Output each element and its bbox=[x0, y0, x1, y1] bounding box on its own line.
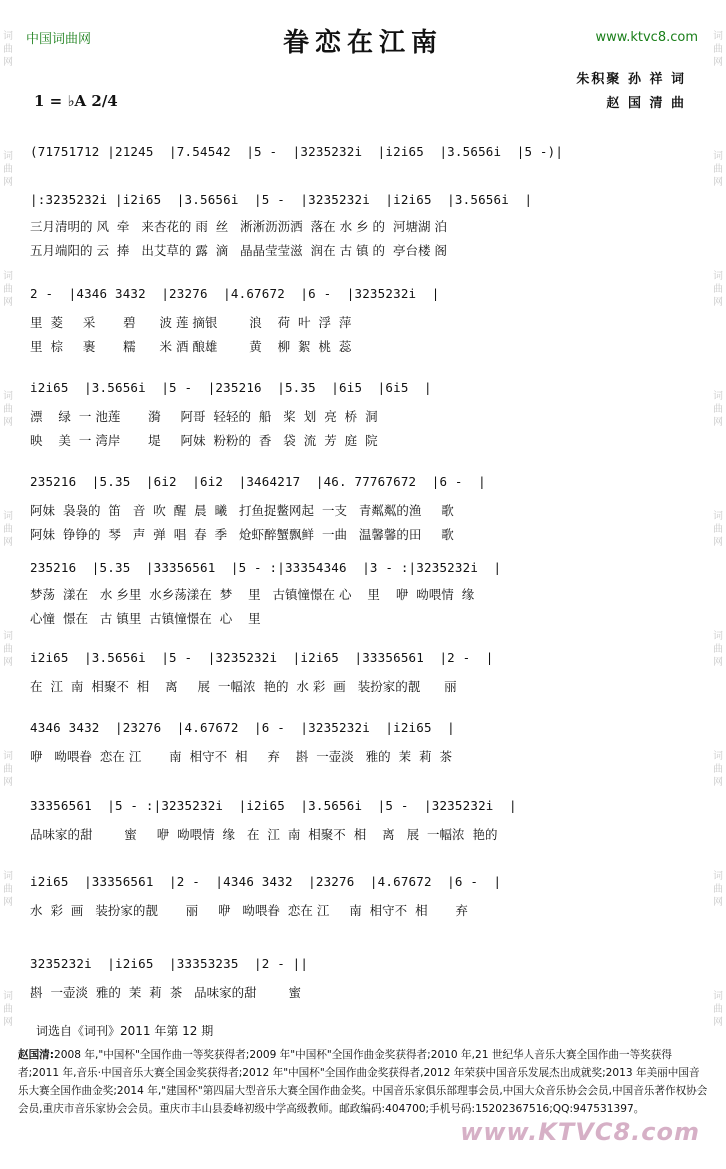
notation-line: |:3235232i |i2i65 |3.5656i |5 - |3235232i |i2i65 |3.5656i | bbox=[30, 192, 533, 207]
side-watermark-text: 词 曲 网 bbox=[3, 151, 13, 188]
lyricist-credit: 朱积聚 孙 祥 词 bbox=[576, 72, 686, 87]
lyric-line: 映 美 一 湾岸 堤 阿妹 粉粉的 香 袋 流 芳 庭 院 bbox=[30, 433, 378, 448]
lyric-line: 梦荡 漾在 水 乡里 水乡荡漾在 梦 里 古镇憧憬在 心 里 咿 呦喂情 缘 bbox=[30, 587, 475, 602]
site-url-link[interactable]: www.ktvc8.com bbox=[595, 30, 698, 45]
lyric-line: 品味家的甜 蜜 咿 呦喂情 缘 在 江 南 相聚不 相 离 展 一幅浓 艳的 bbox=[30, 827, 498, 842]
lyric-line: 里 棕 裹 糯 米 酒 酿雄 黄 柳 絮 桃 蕊 bbox=[30, 339, 352, 354]
site-name-link[interactable]: 中国词曲网 bbox=[26, 32, 92, 47]
notation-line: 2 - |4346 3432 |23276 |4.67672 |6 - |3235232i | bbox=[30, 286, 440, 301]
left-watermark-strip bbox=[0, 0, 16, 1169]
lyric-line: 斟 一壶淡 雅的 茉 莉 茶 品味家的甜 蜜 bbox=[30, 985, 301, 1000]
site-watermark-logo: www.KTVC8.com bbox=[460, 1118, 700, 1146]
notation-line: 235216 |5.35 |6i2 |6i2 |3464217 |46. 77767672 |6 - | bbox=[30, 474, 486, 489]
side-watermark-text: 词 曲 网 bbox=[3, 991, 13, 1028]
score-system bbox=[30, 956, 696, 1001]
composer-bio bbox=[18, 1046, 708, 1118]
lyric-line: 咿 呦喂眷 恋在 江 南 相守不 相 弃 斟 一壶淡 雅的 茉 莉 茶 bbox=[30, 749, 453, 764]
notation-line: 235216 |5.35 |33356561 |5 - :|33354346 |3 - :|3235232i | bbox=[30, 560, 502, 575]
side-watermark-text: 词 曲 网 bbox=[713, 631, 723, 668]
side-watermark-text: 词 曲 网 bbox=[713, 271, 723, 308]
score-system bbox=[30, 474, 696, 543]
side-watermark-text: 词 曲 网 bbox=[3, 271, 13, 308]
side-watermark-text: 词 曲 网 bbox=[3, 631, 13, 668]
side-watermark-text: 词 曲 网 bbox=[713, 871, 723, 908]
notation-line: 33356561 |5 - :|3235232i |i2i65 |3.5656i |5 - |3235232i | bbox=[30, 798, 517, 813]
side-watermark-text: 词 曲 网 bbox=[3, 391, 13, 428]
lyric-source-note: 词选自《词刊》2011 年第 12 期 bbox=[36, 1024, 214, 1038]
composer-credit: 赵 国 清 曲 bbox=[606, 96, 686, 111]
key-signature: 1 = ♭A 2/4 bbox=[34, 92, 118, 110]
lyric-line: 在 江 南 相聚不 相 离 展 一幅浓 艳的 水 彩 画 装扮家的靓 丽 bbox=[30, 679, 457, 694]
score-system bbox=[30, 874, 696, 919]
score-system bbox=[30, 560, 696, 627]
notation-line: (71751712 |21245 |7.54542 |5 - |3235232i |i2i65 |3.5656i |5 -)| bbox=[30, 144, 564, 159]
score-system bbox=[30, 650, 696, 695]
lyric-line: 五月端阳的 云 捧 出艾草的 露 滴 晶晶莹莹滋 润在 古 镇 的 亭台楼 阁 bbox=[30, 243, 447, 258]
side-watermark-text: 词 曲 网 bbox=[3, 871, 13, 908]
score-system bbox=[30, 380, 696, 449]
song-title: 眷恋在江南 bbox=[282, 28, 443, 58]
notation-line: i2i65 |33356561 |2 - |4346 3432 |23276 |4.67672 |6 - | bbox=[30, 874, 502, 889]
side-watermark-text: 词 曲 网 bbox=[713, 151, 723, 188]
score-system bbox=[30, 720, 696, 765]
side-watermark-text: 词 曲 网 bbox=[713, 751, 723, 788]
lyric-line: 三月清明的 风 牵 来杏花的 雨 丝 淅淅沥沥洒 落在 水 乡 的 河塘湖 泊 bbox=[30, 219, 447, 234]
side-watermark-text: 词 曲 网 bbox=[3, 31, 13, 68]
lyric-line: 里 菱 采 碧 波 莲 摘银 浪 荷 叶 浮 萍 bbox=[30, 315, 352, 330]
right-watermark-strip bbox=[710, 0, 726, 1169]
score-system bbox=[30, 798, 696, 843]
side-watermark-text: 词 曲 网 bbox=[713, 31, 723, 68]
side-watermark-text: 词 曲 网 bbox=[713, 391, 723, 428]
lyric-line: 心憧 憬在 古 镇里 古镇憧憬在 心 里 bbox=[30, 611, 261, 626]
notation-line: i2i65 |3.5656i |5 - |3235232i |i2i65 |33356561 |2 - | bbox=[30, 650, 494, 665]
notation-line: 4346 3432 |23276 |4.67672 |6 - |3235232i |i2i65 | bbox=[30, 720, 455, 735]
notation-line: 3235232i |i2i65 |33353235 |2 - || bbox=[30, 956, 309, 971]
bio-name: 赵国清: bbox=[18, 1049, 55, 1061]
lyric-line: 阿妹 袅袅的 笛 音 吹 醒 晨 曦 打鱼捉鳖网起 一支 青粼粼的渔 歌 bbox=[30, 503, 454, 518]
score-system bbox=[30, 144, 696, 159]
score-system bbox=[30, 286, 696, 355]
side-watermark-text: 词 曲 网 bbox=[3, 511, 13, 548]
score-system bbox=[30, 192, 696, 259]
side-watermark-text: 词 曲 网 bbox=[713, 511, 723, 548]
lyric-line: 水 彩 画 装扮家的靓 丽 咿 呦喂眷 恋在 江 南 相守不 相 弃 bbox=[30, 903, 468, 918]
side-watermark-text: 词 曲 网 bbox=[3, 751, 13, 788]
lyric-line: 漂 绿 一 池莲 漪 阿哥 轻轻的 船 桨 划 亮 桥 洞 bbox=[30, 409, 378, 424]
bio-text: 2008 年,"中国杯"全国作曲一等奖获得者;2009 年"中国杯"全国作曲金奖获得者;2010 年,21 世纪华人音乐大赛全国作曲一等奖获得者;2011 年,音乐·中国音乐大赛全国金奖获得者;2012 年"中国杯"全国作曲金奖获得者,2012 年荣获中国音乐发展杰出成就奖;2013 年美丽中国音乐大赛全国作曲金奖;2014 年,"建国杯"第四届大型音乐大赛全国作曲金奖。中国音乐家俱乐部理事会员,中国大众音乐协会会员,中国音乐著作权协会会员,重庆市音乐家协会会员。重庆市丰山县委峰初级中学高级教师。邮政编码:404700;手机号码:15202367516;QQ:947531397。 bbox=[18, 1049, 708, 1115]
notation-line: i2i65 |3.5656i |5 - |235216 |5.35 |6i5 |6i5 | bbox=[30, 380, 432, 395]
lyric-line: 阿妹 铮铮的 琴 声 弹 唱 春 季 炝虾醉蟹飘鲜 一曲 温馨馨的田 歌 bbox=[30, 527, 454, 542]
side-watermark-text: 词 曲 网 bbox=[713, 991, 723, 1028]
